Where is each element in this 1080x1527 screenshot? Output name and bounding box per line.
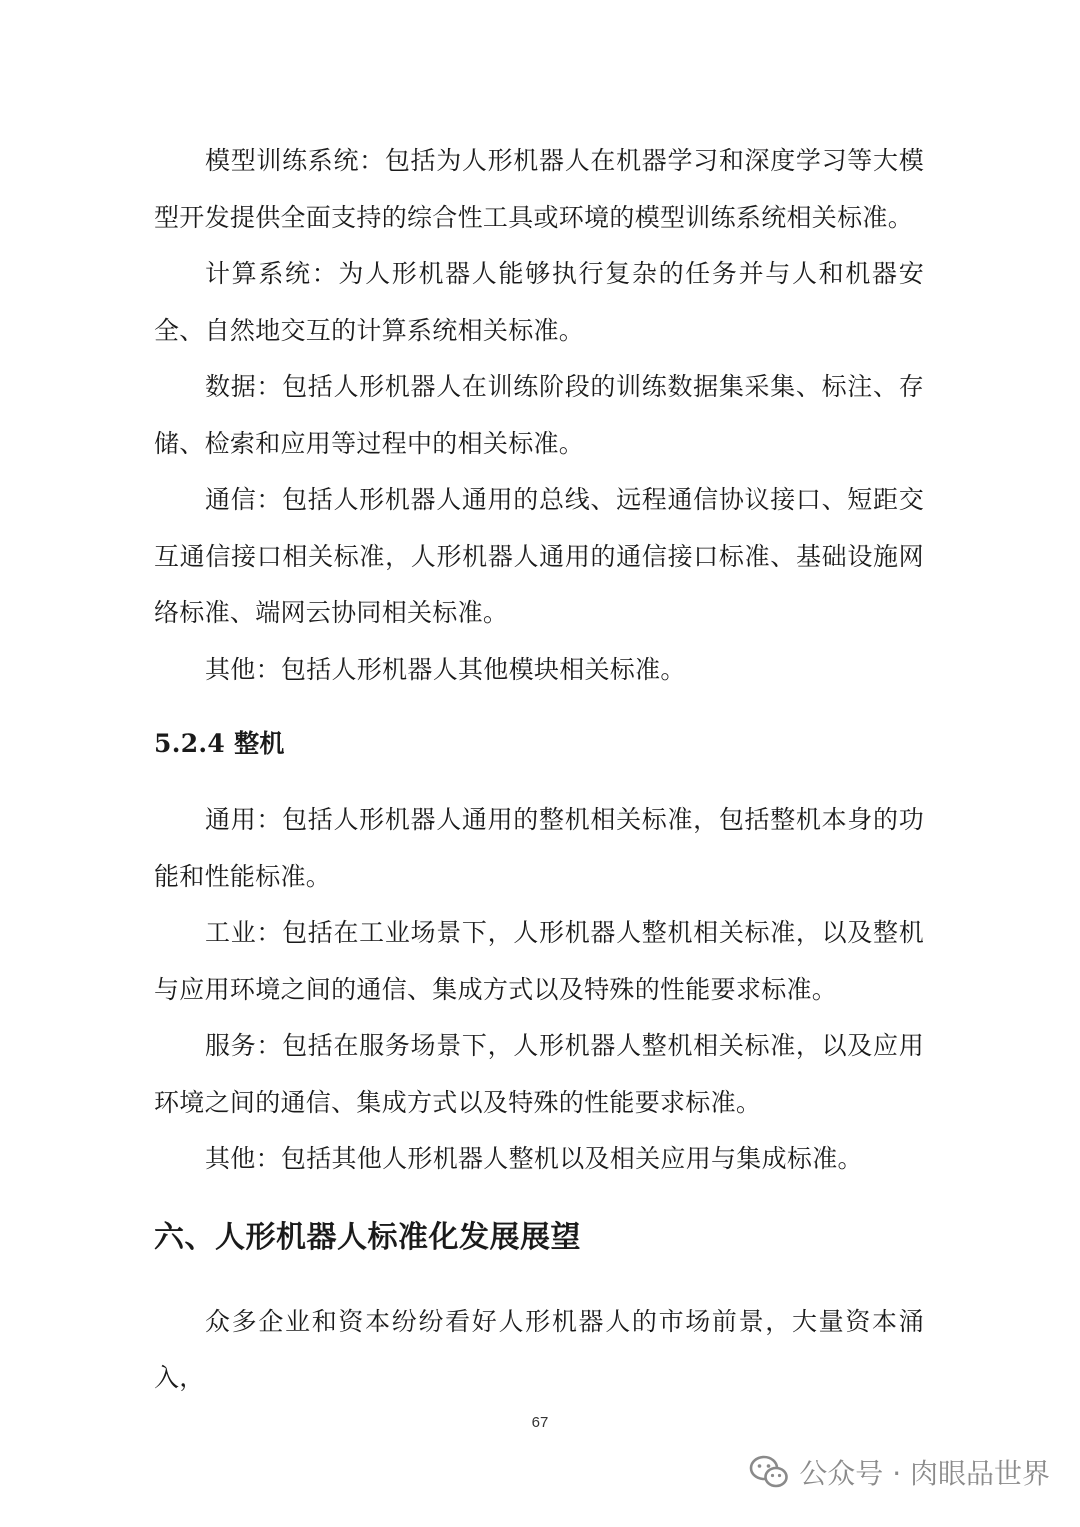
page-content <box>154 133 924 1407</box>
chapter-heading: 六、人形机器人标准化发展展望 <box>154 1219 581 1255</box>
watermark <box>749 1452 1050 1492</box>
paragraph-outlook: 众多企业和资本纷纷看好人形机器人的市场前景，大量资本涌入， <box>154 1306 924 1392</box>
paragraph-model-training: 模型训练系统：包括为人形机器人在机器学习和深度学习等大模型开发提供全面支持的综合性工具或环境的模型训练系统相关标准。 <box>154 146 924 232</box>
paragraph-other-modules: 其他：包括人形机器人其他模块相关标准。 <box>205 654 686 684</box>
subsection-heading: 5.2.4 整机 <box>154 729 285 758</box>
paragraph-service: 服务：包括在服务场景下，人形机器人整机相关标准，以及应用环境之间的通信、集成方式以及特殊的性能要求标准。 <box>154 1031 924 1117</box>
wechat-icon <box>749 1455 789 1489</box>
paragraph-data: 数据：包括人形机器人在训练阶段的训练数据集采集、标注、存储、检索和应用等过程中的相关标准。 <box>154 372 924 458</box>
page-number: 67 <box>531 1414 549 1431</box>
paragraph-general: 通用：包括人形机器人通用的整机相关标准，包括整机本身的功能和性能标准。 <box>154 805 924 891</box>
paragraph-industrial: 工业：包括在工业场景下，人形机器人整机相关标准，以及整机与应用环境之间的通信、集成方式以及特殊的性能要求标准。 <box>154 918 924 1004</box>
paragraph-computing-system: 计算系统：为人形机器人能够执行复杂的任务并与人和机器安全、自然地交互的计算系统相关标准。 <box>154 259 924 345</box>
watermark-text: 公众号 · 肉眼品世界 <box>799 1457 1050 1490</box>
paragraph-other-machines: 其他：包括其他人形机器人整机以及相关应用与集成标准。 <box>205 1144 863 1173</box>
paragraph-communication: 通信：包括人形机器人通用的总线、远程通信协议接口、短距交互通信接口相关标准，人形机器人通用的通信接口标准、基础设施网络标准、端网云协同相关标准。 <box>154 485 924 627</box>
